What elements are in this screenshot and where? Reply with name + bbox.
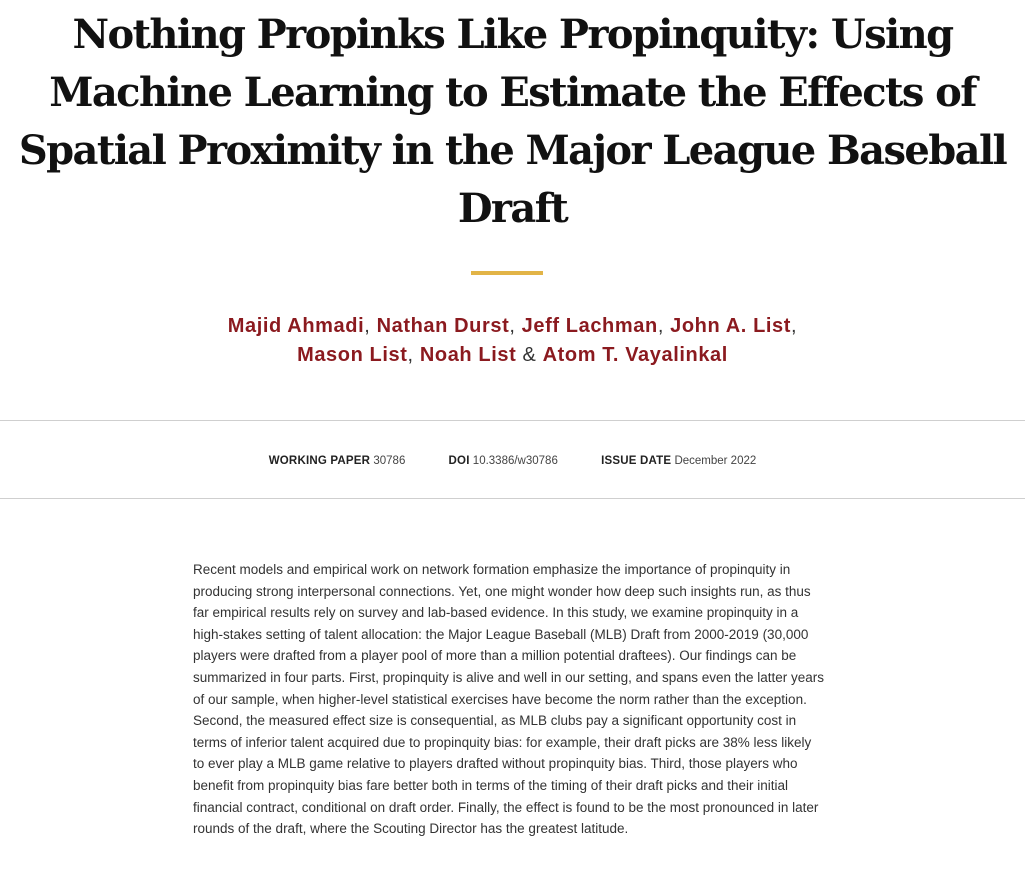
author-separator: ,	[657, 315, 671, 337]
doi-label: DOI	[448, 455, 470, 467]
page-title: Nothing Propinks Like Propinquity: Using Machine Learning to Estimate the Effects of Spatial Proximity in the Major League Baseball Draft	[18, 11, 1007, 232]
doi	[449, 454, 558, 468]
paper-metadata-row	[0, 454, 1025, 468]
working-paper-number	[269, 454, 406, 468]
author-list	[0, 312, 1025, 370]
issue-date	[601, 454, 756, 468]
author-separator: ,	[407, 344, 420, 366]
author-link-majid-ahmadi[interactable]: Majid Ahmadi	[227, 315, 365, 337]
issue-date-label: ISSUE DATE	[601, 455, 672, 467]
author-link-noah-list[interactable]: Noah List	[419, 344, 517, 366]
issue-date-value: December 2022	[674, 455, 757, 467]
author-separator: ,	[791, 315, 798, 337]
paper-metadata-band	[0, 420, 1025, 499]
author-link-nathan-durst[interactable]: Nathan Durst	[376, 315, 510, 337]
author-separator: &	[516, 344, 543, 366]
author-link-jeff-lachman[interactable]: Jeff Lachman	[521, 315, 658, 337]
author-separator: ,	[509, 315, 522, 337]
author-link-john-a-list[interactable]: John A. List	[670, 315, 792, 337]
doi-value: 10.3386/w30786	[472, 455, 558, 467]
title-divider	[471, 271, 543, 275]
author-separator: ,	[364, 315, 377, 337]
author-link-mason-list[interactable]: Mason List	[297, 344, 408, 366]
author-line-2	[0, 341, 1025, 370]
working-paper-value: 30786	[373, 455, 406, 467]
working-paper-label: WORKING PAPER	[268, 455, 371, 467]
author-line-1	[0, 312, 1025, 341]
author-link-atom-t-vayalinkal[interactable]: Atom T. Vayalinkal	[542, 344, 728, 366]
abstract-text: Recent models and empirical work on network formation emphasize the importance of propinquity in producing strong interpersonal connections. Yet, one might wonder how deep such insights run, as thus far empirical results rely on survey and lab-based evidence. In this study, we examine propinquity in a high-stakes setting of talent allocation: the Major League Baseball (MLB) Draft from 2000-2019 (30,000 players were drafted from a player pool of more than a million potential draftees). Our findings can be summarized in four parts. First, propinquity is alive and well in our setting, and spans even the latter years of our sample, when higher-level statistical exercises have become the norm rather than the exception. Second, the measured effect size is consequential, as MLB clubs pay a significant opportunity cost in terms of inferior talent acquired due to propinquity bias: for example, their draft picks are 38% less likely to ever play a MLB game relative to players drafted without propinquity bias. Third, those players who benefit from propinquity bias fare better both in terms of the timing of their draft picks and their initial financial contract, conditional on draft order. Finally, the effect is found to be the most pronounced in later rounds of the draft, where the Scouting Director has the greatest latitude.	[193, 562, 825, 837]
